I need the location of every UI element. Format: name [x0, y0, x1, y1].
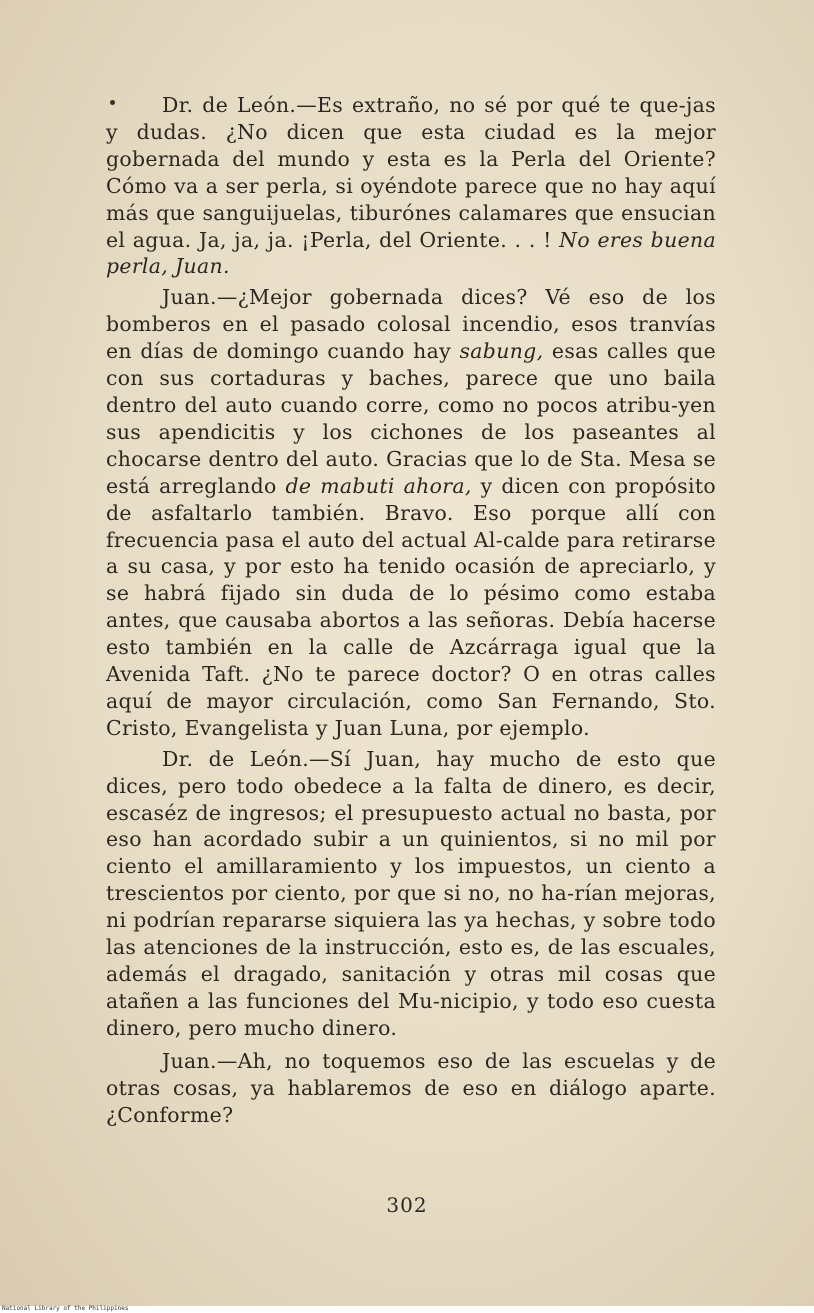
paragraph-3: [106, 746, 716, 1042]
paragraph-4: [106, 1048, 716, 1129]
speaker-name: Juan.: [162, 1048, 217, 1073]
dialogue-segment-italic: sabung,: [459, 339, 544, 364]
dialogue-segment: y dicen con propósito de asfaltarlo también. Bravo. Eso porque allí con frecuencia pasa el auto del actual Al-calde para retirarse a su casa, y por esto ha tenido ocasión de apreciarlo, y se habrá fijado sin duda de lo pésimo como estaba antes, que causaba abortos a las señoras. Debía hacerse esto también en la calle de Azcárraga igual que la Avenida Taft. ¿No te parece doctor? O en otras calles aquí de mayor circulación, como San Fernando, Sto. Cristo, Evangelista y Juan Luna, por ejemplo.: [106, 473, 717, 740]
library-caption: National Library of the Philippines: [2, 1305, 129, 1312]
dialogue-segment-italic: No eres buena perla, Juan.: [106, 227, 716, 279]
dialogue-segment: —Ah, no toquemos eso de las escuelas y de otras cosas, ya hablaremos de eso en diálogo aparte. ¿Conforme?: [106, 1048, 716, 1127]
dialogue-segment: —¿Mejor gobernada dices? Vé eso de los bomberos en el pasado colosal incendio, esos tranvías en días de domingo cuando hay: [106, 285, 716, 364]
speaker-name: Juan.: [162, 285, 217, 310]
dialogue-segment: —Sí Juan, hay mucho de esto que dices, pero todo obedece a la falta de dinero, es decir, escaséz de ingresos; el presupuesto actual no basta, por eso han acordado subir a un quinientos, si no mil por ciento el amillaramiento y los impuestos, un ciento a trescientos por ciento, por que si no, no ha-rían mejoras, ni podrían repararse siquiera las ya hechas, y sobre todo las atenciones de la instrucción, esto es, de las escuales, además el dragado, sanitación y otras mil cosas que atañen a las funciones del Mu-nicipio, y todo eso cuesta dinero, pero mucho dinero.: [106, 746, 716, 1040]
dialogue-text: [106, 92, 716, 1128]
paragraph-2: [106, 284, 716, 741]
dialogue-segment: esas calles que con sus cortaduras y baches, parece que uno baila dentro del auto cuando corre, como no pocos atribu-yen sus apendicitis y los cichones de los paseantes al chocarse dentro del auto. Gracias que lo de Sta. Mesa se está arreglando: [106, 339, 716, 498]
page-number: 302: [386, 1193, 428, 1217]
speaker-name: Dr. de León.: [162, 93, 297, 117]
speaker-name: Dr. de León.: [162, 746, 310, 771]
dialogue-segment: —Es extraño, no sé por qué te que-jas y dudas. ¿No dicen que esta ciudad es la mejor gobernada del mundo y esta es la Perla del Oriente? Cómo va a ser perla, si oyéndote parece que no hay aquí más que sanguijuelas, tiburónes calamares que ensucian el agua. Ja, ja, ja. ¡Perla, del Oriente. . . !: [106, 93, 716, 252]
dialogue-segment-italic: de mabuti ahora,: [285, 473, 472, 498]
paragraph-1: [106, 92, 716, 280]
